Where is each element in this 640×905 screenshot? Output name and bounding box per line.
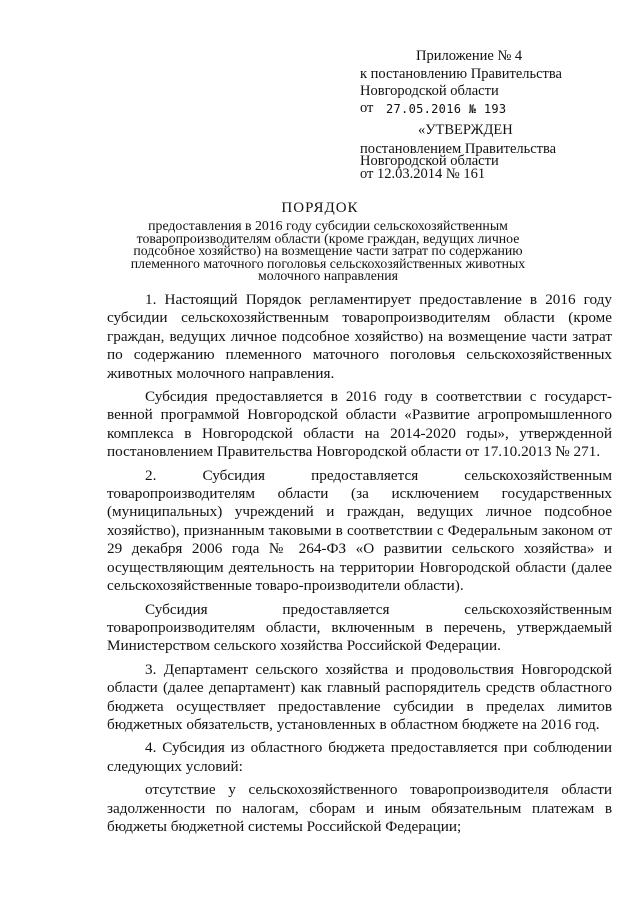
document-body	[107, 291, 612, 841]
approved-by-line: постановлением Правительства	[360, 141, 557, 157]
paragraph-3: 2. Субсидия предоставляется сельскохозяйственным товаропроизводителям области (за исключением государственных (муниципальных) учреждений и граждан, ведущих личное подсобное хозяйство), признанным таковыми в соответствии с Федеральным законом от 29 декабря 2006 года № 264-ФЗ «О развитии сельского хозяйства» и осуществляющим деятельность на территории Новгородской области (далее сельскохозяйственные товаро-производители области).	[107, 466, 612, 595]
approved-date-line: от 12.03.2014 № 161	[360, 166, 486, 182]
paragraph-2: Субсидия предоставляется в 2016 году в соответствии с государст-венной программой Новгородской области «Развитие агропромышленного комплекса в Новгородской области на 2014-2020 годы», утвержденной постановлением Правительства Новгородской области от 17.10.2013 № 271.	[107, 388, 612, 461]
from-prefix: от	[360, 100, 374, 116]
document-subtitle: предоставления в 2016 году субсидии сельскохозяйственным товаропроизводителям области (кроме граждан, ведущих личное подсобное хозяйство) на возмещение части затрат по содержанию племенного маточного поголовья сельскохозяйственных животных молочного направления	[130, 218, 526, 284]
document-title: ПОРЯДОК	[281, 200, 359, 216]
paragraph-7: отсутствие у сельскохозяйственного товаропроизводителя области задолженности по налогам, сборам и иным обязательным платежам в бюджеты бюджетной системы Российской Федерации;	[107, 781, 612, 835]
date-number-stamp: 27.05.2016 № 193	[386, 102, 507, 116]
appendix-number: Приложение № 4	[416, 48, 523, 64]
paragraph-5: 3. Департамент сельского хозяйства и продовольствия Новгородской области (далее департамент) как главный распорядитель средств областного бюджета осуществляет предоставление субсидии в пределах лимитов бюджетных обязательств, установленных в областном бюджете на 2016 год.	[107, 660, 612, 733]
paragraph-1: 1. Настоящий Порядок регламентирует предоставление в 2016 году субсидии сельскохозяйственным товаропроизводителям области (кроме граждан, ведущих личное подсобное хозяйство) на возмещение части затрат по содержанию племенного маточного поголовья сельскохозяйственных животных молочного направления.	[107, 291, 612, 382]
paragraph-4: Субсидия предоставляется сельскохозяйственным товаропроизводителям области, включенным в перечень, утверждаемый Министерством сельского хозяйства Российской Федерации.	[107, 600, 612, 655]
approved-heading: «УТВЕРЖДЕН	[418, 122, 513, 138]
approved-region-line: Новгородской области	[360, 153, 499, 169]
paragraph-6: 4. Субсидия из областного бюджета предоставляется при соблюдении следующих условий:	[107, 739, 612, 775]
region-line: Новгородской области	[360, 83, 499, 99]
to-resolution-line: к постановлению Правительства	[360, 66, 562, 82]
